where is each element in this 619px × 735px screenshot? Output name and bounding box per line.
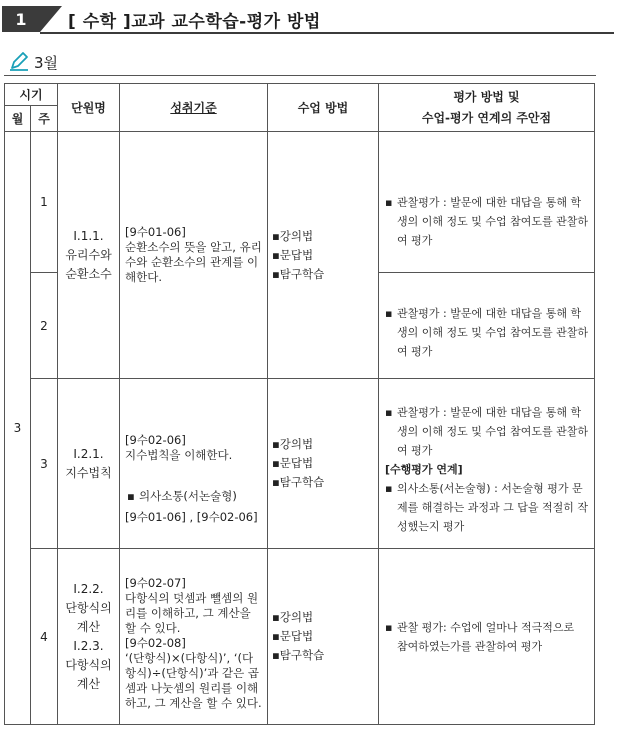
method-item: ▪문답법: [272, 629, 314, 643]
unit-line: 계산: [76, 676, 101, 691]
section-banner: [2, 4, 614, 34]
method-cell: [268, 549, 379, 725]
header-eval-line2: 수업-평가 연계의 주안점: [421, 110, 552, 125]
eval-cell: [379, 379, 595, 549]
bullet-icon: ▪: [385, 307, 393, 320]
section-number: 1: [2, 6, 40, 32]
method-item: ▪강의법: [272, 228, 314, 243]
bullet-icon: ▪: [385, 406, 393, 419]
header-month: 월: [5, 106, 31, 132]
header-week: 주: [31, 106, 58, 132]
standard-extra-codes: [9수01-06] , [9수02-06]: [125, 509, 258, 524]
eval-cell: [379, 273, 595, 379]
week-cell: 1: [31, 132, 58, 273]
method-item: ▪탐구학습: [272, 475, 325, 489]
standard-code: [9수02-08]: [125, 636, 186, 650]
method-item: ▪탐구학습: [272, 648, 325, 662]
bullet-icon: ▪: [385, 195, 393, 209]
method-cell: [268, 379, 379, 549]
eval-text: 관찰평가 : 발문에 대한 대답을 통해 학생의 이해 정도 및 수업 참여도를 관찰하여 평가: [397, 307, 588, 358]
table-row: [5, 132, 595, 273]
unit-line: 지수법칙: [65, 465, 112, 480]
standard-code: [9수02-07]: [125, 576, 186, 590]
banner-slant: [40, 6, 62, 32]
method-item: ▪강의법: [272, 437, 314, 451]
unit-line: 다항식의: [65, 657, 112, 672]
unit-line: Ⅰ.2.3.: [73, 638, 104, 653]
standard-cell: [120, 549, 268, 725]
unit-line: 계산: [76, 619, 101, 634]
header-eval: [379, 84, 595, 132]
header-method: 수업 방법: [268, 84, 379, 132]
standard-text: 순환소수의 뜻을 알고, 유리수와 순환소수의 관계를 이해한다.: [125, 240, 262, 284]
eval-text: 관찰평가 : 발문에 대한 대답을 통해 학생의 이해 정도 및 수업 참여도를 관찰하여 평가: [397, 195, 588, 247]
week-cell: 2: [31, 273, 58, 379]
header-unit: 단원명: [58, 84, 120, 132]
standard-text: ‘(단항식)×(다항식)’, ‘(다항식)÷(단항식)’과 같은 곱셈과 나눗셈의 원리를 이해하고, 그 계산을 할 수 있다.: [125, 651, 262, 710]
unit-line: Ⅰ.2.1.: [73, 446, 104, 461]
section-title: [ 수학 ]교과 교수학습-평가 방법: [68, 12, 321, 32]
plan-table: [4, 83, 595, 725]
standard-cell: [120, 379, 268, 549]
standard-text: 지수법칙을 이해한다.: [125, 447, 233, 462]
method-item: ▪문답법: [272, 247, 314, 262]
standard-code: [9수01-06]: [125, 225, 186, 239]
unit-line: 단항식의: [65, 600, 112, 615]
unit-cell: [58, 132, 120, 379]
perf-label: [수행평가 연계]: [385, 463, 463, 476]
method-item: ▪문답법: [272, 456, 314, 470]
method-item: ▪탐구학습: [272, 266, 325, 281]
header-period: 시기: [5, 84, 58, 106]
bullet-icon: ▪: [385, 620, 393, 634]
perf-eval-text: 의사소통(서논술형) : 서논술형 평가 문제를 해결하는 과정과 그 답을 적절히 작성했는지 평가: [397, 482, 588, 533]
header-eval-line1: 평가 방법 및: [453, 89, 520, 104]
unit-cell: [58, 379, 120, 549]
bullet-icon: ▪: [127, 488, 135, 503]
month-cell: 3: [5, 132, 31, 725]
week-cell: 4: [31, 549, 58, 725]
unit-line: 순환소수: [65, 266, 112, 281]
header-standard: 성취기준: [120, 84, 268, 132]
method-item: ▪강의법: [272, 610, 314, 624]
eval-text: 관찰 평가: 수업에 얼마나 적극적으로 참여하였는가를 관찰하여 평가: [397, 620, 575, 653]
pencil-icon: [8, 50, 30, 72]
standard-extra: 의사소통(서논술형): [139, 488, 237, 503]
method-cell: [268, 132, 379, 379]
banner-underline: [40, 32, 614, 34]
standard-code: [9수02-06]: [125, 432, 186, 447]
unit-cell: [58, 549, 120, 725]
table-row: [5, 549, 595, 725]
eval-text: 관찰평가 : 발문에 대한 대답을 통해 학생의 이해 정도 및 수업 참여도를 관찰하여 평가: [397, 406, 588, 457]
week-cell: 3: [31, 379, 58, 549]
unit-line: 유리수와: [65, 247, 112, 262]
standard-text: 다항식의 덧셈과 뺄셈의 원리를 이해하고, 그 계산을 할 수 있다.: [125, 591, 259, 635]
unit-line: Ⅰ.2.2.: [73, 581, 104, 596]
eval-cell: [379, 549, 595, 725]
month-title: 3월: [34, 54, 59, 72]
bullet-icon: ▪: [385, 482, 393, 495]
unit-line: Ⅰ.1.1.: [73, 228, 104, 243]
standard-cell: [120, 132, 268, 379]
eval-cell: [379, 132, 595, 273]
table-row: [5, 379, 595, 549]
month-divider: [4, 75, 596, 76]
